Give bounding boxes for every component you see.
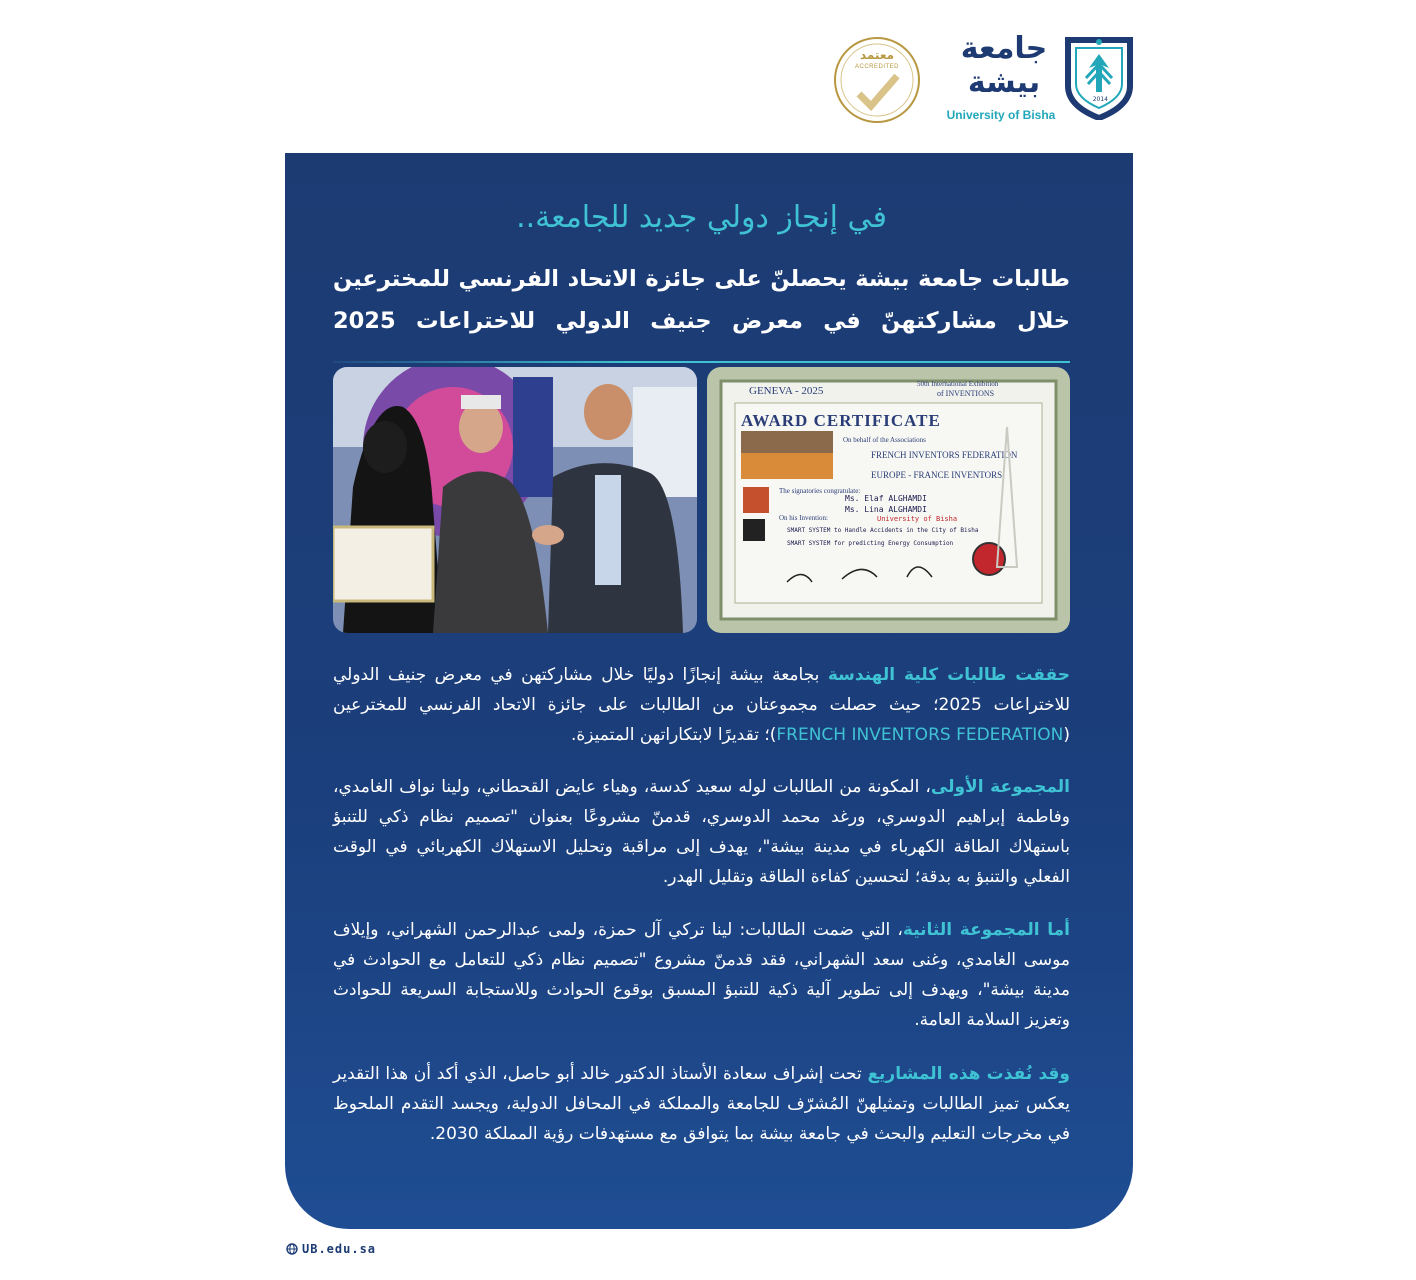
university-logo — [946, 30, 1134, 130]
paragraph-1-text-2: )؛ تقديرًا لابتكاراتهن المتميزة. — [570, 725, 777, 745]
paragraph-4-text: تحت إشراف سعادة الأستاذ الدكتور خالد أبو حاصل، الذي أكد أن هذا التقدير يعكس تميز الطالبات وتمثيلهنّ المُشرّف للجامعة والمملكة في المحافل الدولية، ويجسد التقدم الملحوظ في مخرجات التعليم والبحث في جامعة بيشة بما يتوافق مع مستهدفات رؤية المملكة 2030. — [333, 1064, 1070, 1144]
founded-year: 2014 — [1092, 96, 1108, 103]
cert-affil: University of Bisha — [877, 515, 958, 523]
university-name-line2: بيشة — [967, 65, 1041, 100]
cert-inv2: SMART SYSTEM for predicting Energy Consumption — [787, 540, 954, 547]
cert-name1: Ms. Elaf ALGHAMDI — [845, 494, 927, 503]
university-name-line1: جامعة — [960, 31, 1048, 66]
paragraph-2-lead: المجموعة الأولى — [930, 777, 1071, 797]
paragraph-1 — [333, 660, 1070, 750]
title-line-1: طالبات جامعة بيشة يحصلنّ على جائزة الاتحاد الفرنسي للمخترعين — [333, 266, 1070, 292]
globe-icon — [286, 1243, 298, 1255]
paragraph-4 — [333, 1059, 1070, 1149]
certificate-image — [707, 367, 1070, 633]
article-title — [333, 258, 1070, 342]
award-ceremony-photo — [333, 367, 697, 633]
cert-congrats: The signatories congratulate: — [779, 487, 861, 495]
cert-behalf: On behalf of the Associations — [843, 436, 926, 444]
website-link[interactable] — [286, 1242, 376, 1256]
ceremony-photo-image — [333, 367, 697, 633]
cert-name2: Ms. Lina ALGHAMDI — [845, 505, 927, 514]
paragraph-3-text: ، التي ضمت الطالبات: لينا تركي آل حمزة، ولمى عبدالرحمن الشهراني، وإيلاف موسى الغامدي، وغنى سعد الشهراني، فقد قدمنّ مشروع "تصميم نظام ذكي للتعامل مع الحوادث في مدينة بيشة"، ويهدف إلى تطوير آلية ذكية للتنبؤ المسبق بوقوع الحوادث وللاستجابة السريعة للحوادث وتعزيز السلامة العامة. — [333, 920, 1070, 1030]
subheadline: في إنجاز دولي جديد للجامعة.. — [516, 200, 887, 235]
paragraph-4-lead: وقد نُفذت هذه المشاريع — [867, 1064, 1070, 1084]
paragraph-1-text-1: بجامعة بيشة إنجازًا دوليًا خلال مشاركتهن في معرض جنيف الدولي للاختراعات 2025؛ حيث حصلت مجموعتان من الطالبات على جائزة الاتحاد الفرنسي للمخترعين ( — [333, 665, 1071, 745]
accreditation-text-en: ACCREDITED — [854, 64, 899, 70]
cert-top-right-2: of INVENTIONS — [937, 389, 995, 398]
cert-top-left: GENEVA - 2025 — [749, 385, 824, 397]
paragraph-3 — [333, 915, 1070, 1035]
title-line-2: خلال مشاركتهنّ في معرض جنيف الدولي للاختراعات 2025 — [333, 308, 1070, 334]
paragraph-2-text: ، المكونة من الطالبات لوله سعيد كدسة، وهياء عايض القحطاني، ولينا نواف الغامدي، وفاطمة إبراهيم الدوسري، ورغد محمد الدوسري، قدمنّ مشروعًا بعنوان "تصميم نظام ذكي للتنبؤ باستهلاك الطاقة الكهرباء في مدينة بيشة"، يهدف إلى مراقبة وتحليل الاستهلاك الكهربائي في الوقت الفعلي والتنبؤ به بدقة؛ لتحسين كفاءة الطاقة وتقليل الهدر. — [333, 777, 1070, 887]
divider — [333, 361, 1070, 363]
university-name-ar — [954, 32, 1054, 100]
university-name-en: University of Bisha — [946, 108, 1056, 122]
cert-inv1: SMART SYSTEM to Handle Accidents in the City of Bisha — [787, 527, 979, 534]
website-text: UB.edu.sa — [302, 1242, 377, 1256]
cert-org1: FRENCH INVENTORS FEDERATION — [871, 450, 1018, 460]
paragraph-2 — [333, 772, 1070, 892]
accreditation-text-ar: معتمد — [859, 48, 895, 62]
cert-heading: AWARD CERTIFICATE — [741, 411, 941, 430]
paragraph-1-lead: حققت طالبات كلية الهندسة — [827, 665, 1070, 685]
cert-org2: EUROPE - FRANCE INVENTORS — [871, 470, 1003, 480]
university-shield-icon — [1064, 34, 1134, 120]
award-certificate-photo — [707, 367, 1070, 633]
cert-invention-label: On his Invention: — [779, 514, 828, 522]
cert-top-right-1: 50th International Exhibition — [917, 380, 999, 388]
paragraph-3-lead: أما المجموعة الثانية — [902, 920, 1071, 940]
paragraph-1-org-name: FRENCH INVENTORS FEDERATION — [776, 725, 1064, 745]
